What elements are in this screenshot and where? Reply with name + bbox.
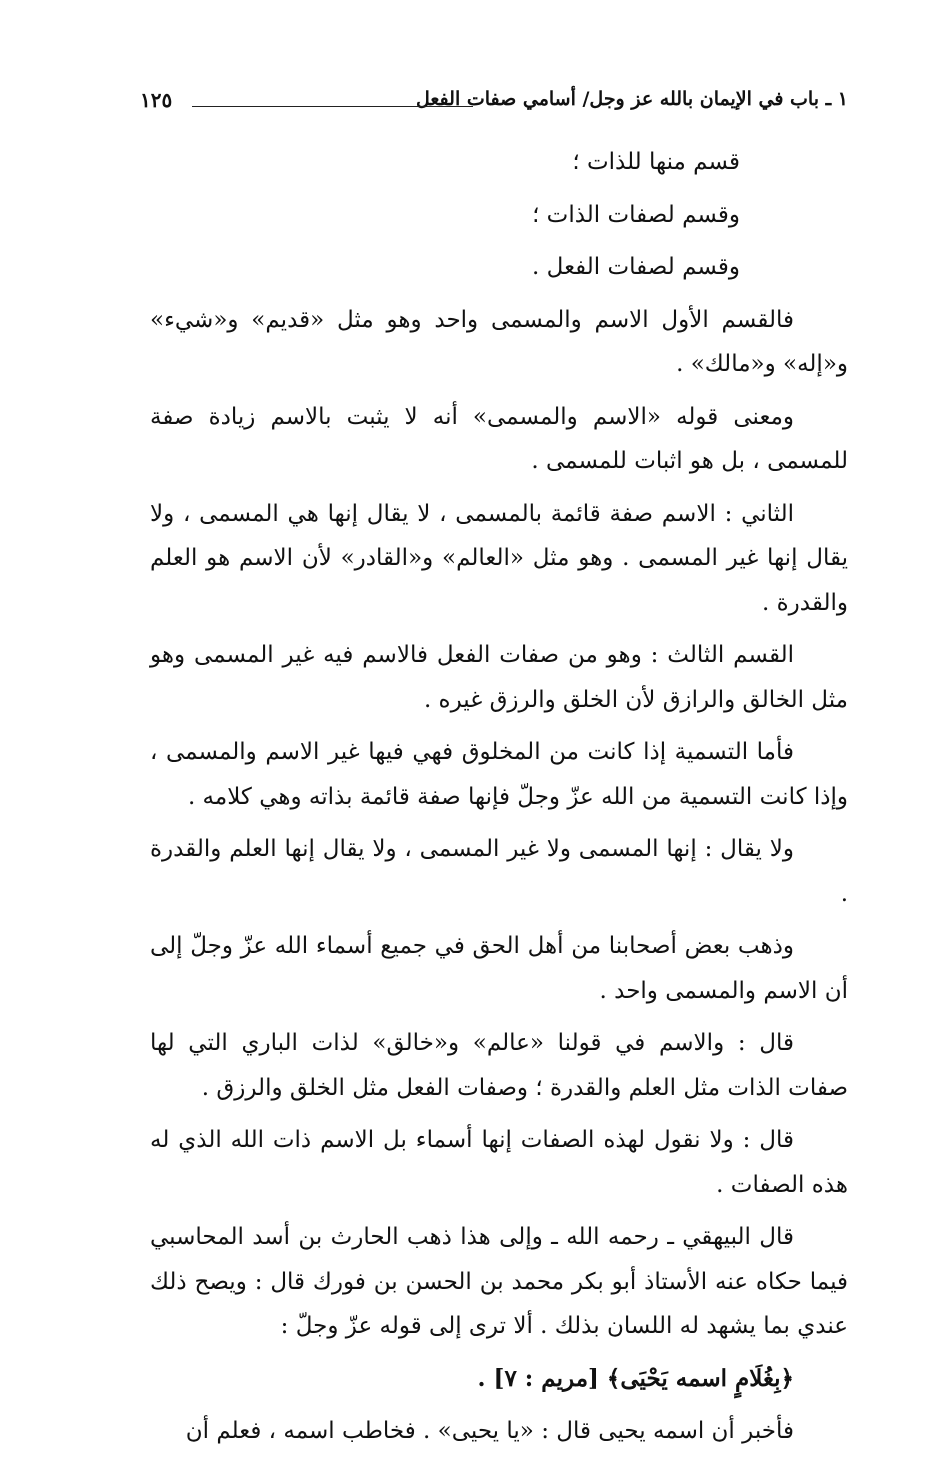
paragraph: ولا يقال : إنها المسمى ولا غير المسمى ، ولا يقال إنها العلم والقدرة . [150, 836, 848, 907]
paragraph: فأما التسمية إذا كانت من المخلوق فهي فيها غير الاسم والمسمى ، وإذا كانت التسمية من الله عزّ وجلّ فإنها صفة قائمة بذاته وهي كلامه . [150, 739, 848, 810]
page-number: ١٢٥ [140, 88, 173, 112]
header-rule [192, 106, 473, 107]
chapter-title: ١ ـ باب في الإيمان بالله عز وجل/ أسامي صفات الفعل [415, 88, 848, 110]
running-header [140, 84, 848, 124]
paragraph: القسم الثالث : وهو من صفات الفعل فالاسم فيه غير المسمى وهو مثل الخالق والرازق لأن الخلق والرزق غيره . [150, 642, 848, 713]
paragraph: فأخبر أن اسمه يحيى قال : «يا يحيى» . فخاطب اسمه ، فعلم أن [185, 1418, 794, 1444]
list-item: قسم منها للذات ؛ [572, 149, 740, 175]
quran-verse: ﴿بِغُلَامٍ اسمه يَحْيَى﴾ [مريم : ٧] . [477, 1364, 794, 1392]
body-text [150, 140, 848, 1462]
paragraph: قال : ولا نقول لهذه الصفات إنها أسماء بل الاسم ذات الله الذي له هذه الصفات . [150, 1127, 848, 1198]
list-item: وقسم لصفات الفعل . [532, 254, 740, 280]
division-list [150, 140, 848, 290]
list-item: وقسم لصفات الذات ؛ [532, 201, 740, 228]
paragraph: قال : والاسم في قولنا «عالم» و«خالق» لذات الباري التي لها صفات الذات مثل العلم والقدرة ؛ وصفات الفعل مثل الخلق والرزق . [150, 1030, 848, 1101]
paragraph: وذهب بعض أصحابنا من أهل الحق في جميع أسماء الله عزّ وجلّ إلى أن الاسم والمسمى واحد . [150, 933, 848, 1004]
paragraph: ومعنى قوله «الاسم والمسمى» أنه لا يثبت بالاسم زيادة صفة للمسمى ، بل هو اثبات للمسمى . [150, 403, 848, 474]
paragraph: فالقسم الأول الاسم والمسمى واحد وهو مثل «قديم» و«شيء» و«إله» و«مالك» . [150, 306, 848, 377]
paragraph: الثاني : الاسم صفة قائمة بالمسمى ، لا يقال إنها هي المسمى ، ولا يقال إنها غير المسمى . وهو مثل «العالم» و«القادر» لأن الاسم هو العلم والقدرة . [150, 500, 848, 616]
paragraph: قال البيهقي ـ رحمه الله ـ وإلى هذا ذهب الحارث بن أسد المحاسبي فيما حكاه عنه الأستاذ أبو بكر محمد بن الحسن بن فورك قال : ويصح ذلك عندي بما يشهد له اللسان بذلك . ألا ترى إلى قوله عزّ وجلّ : [150, 1224, 848, 1339]
